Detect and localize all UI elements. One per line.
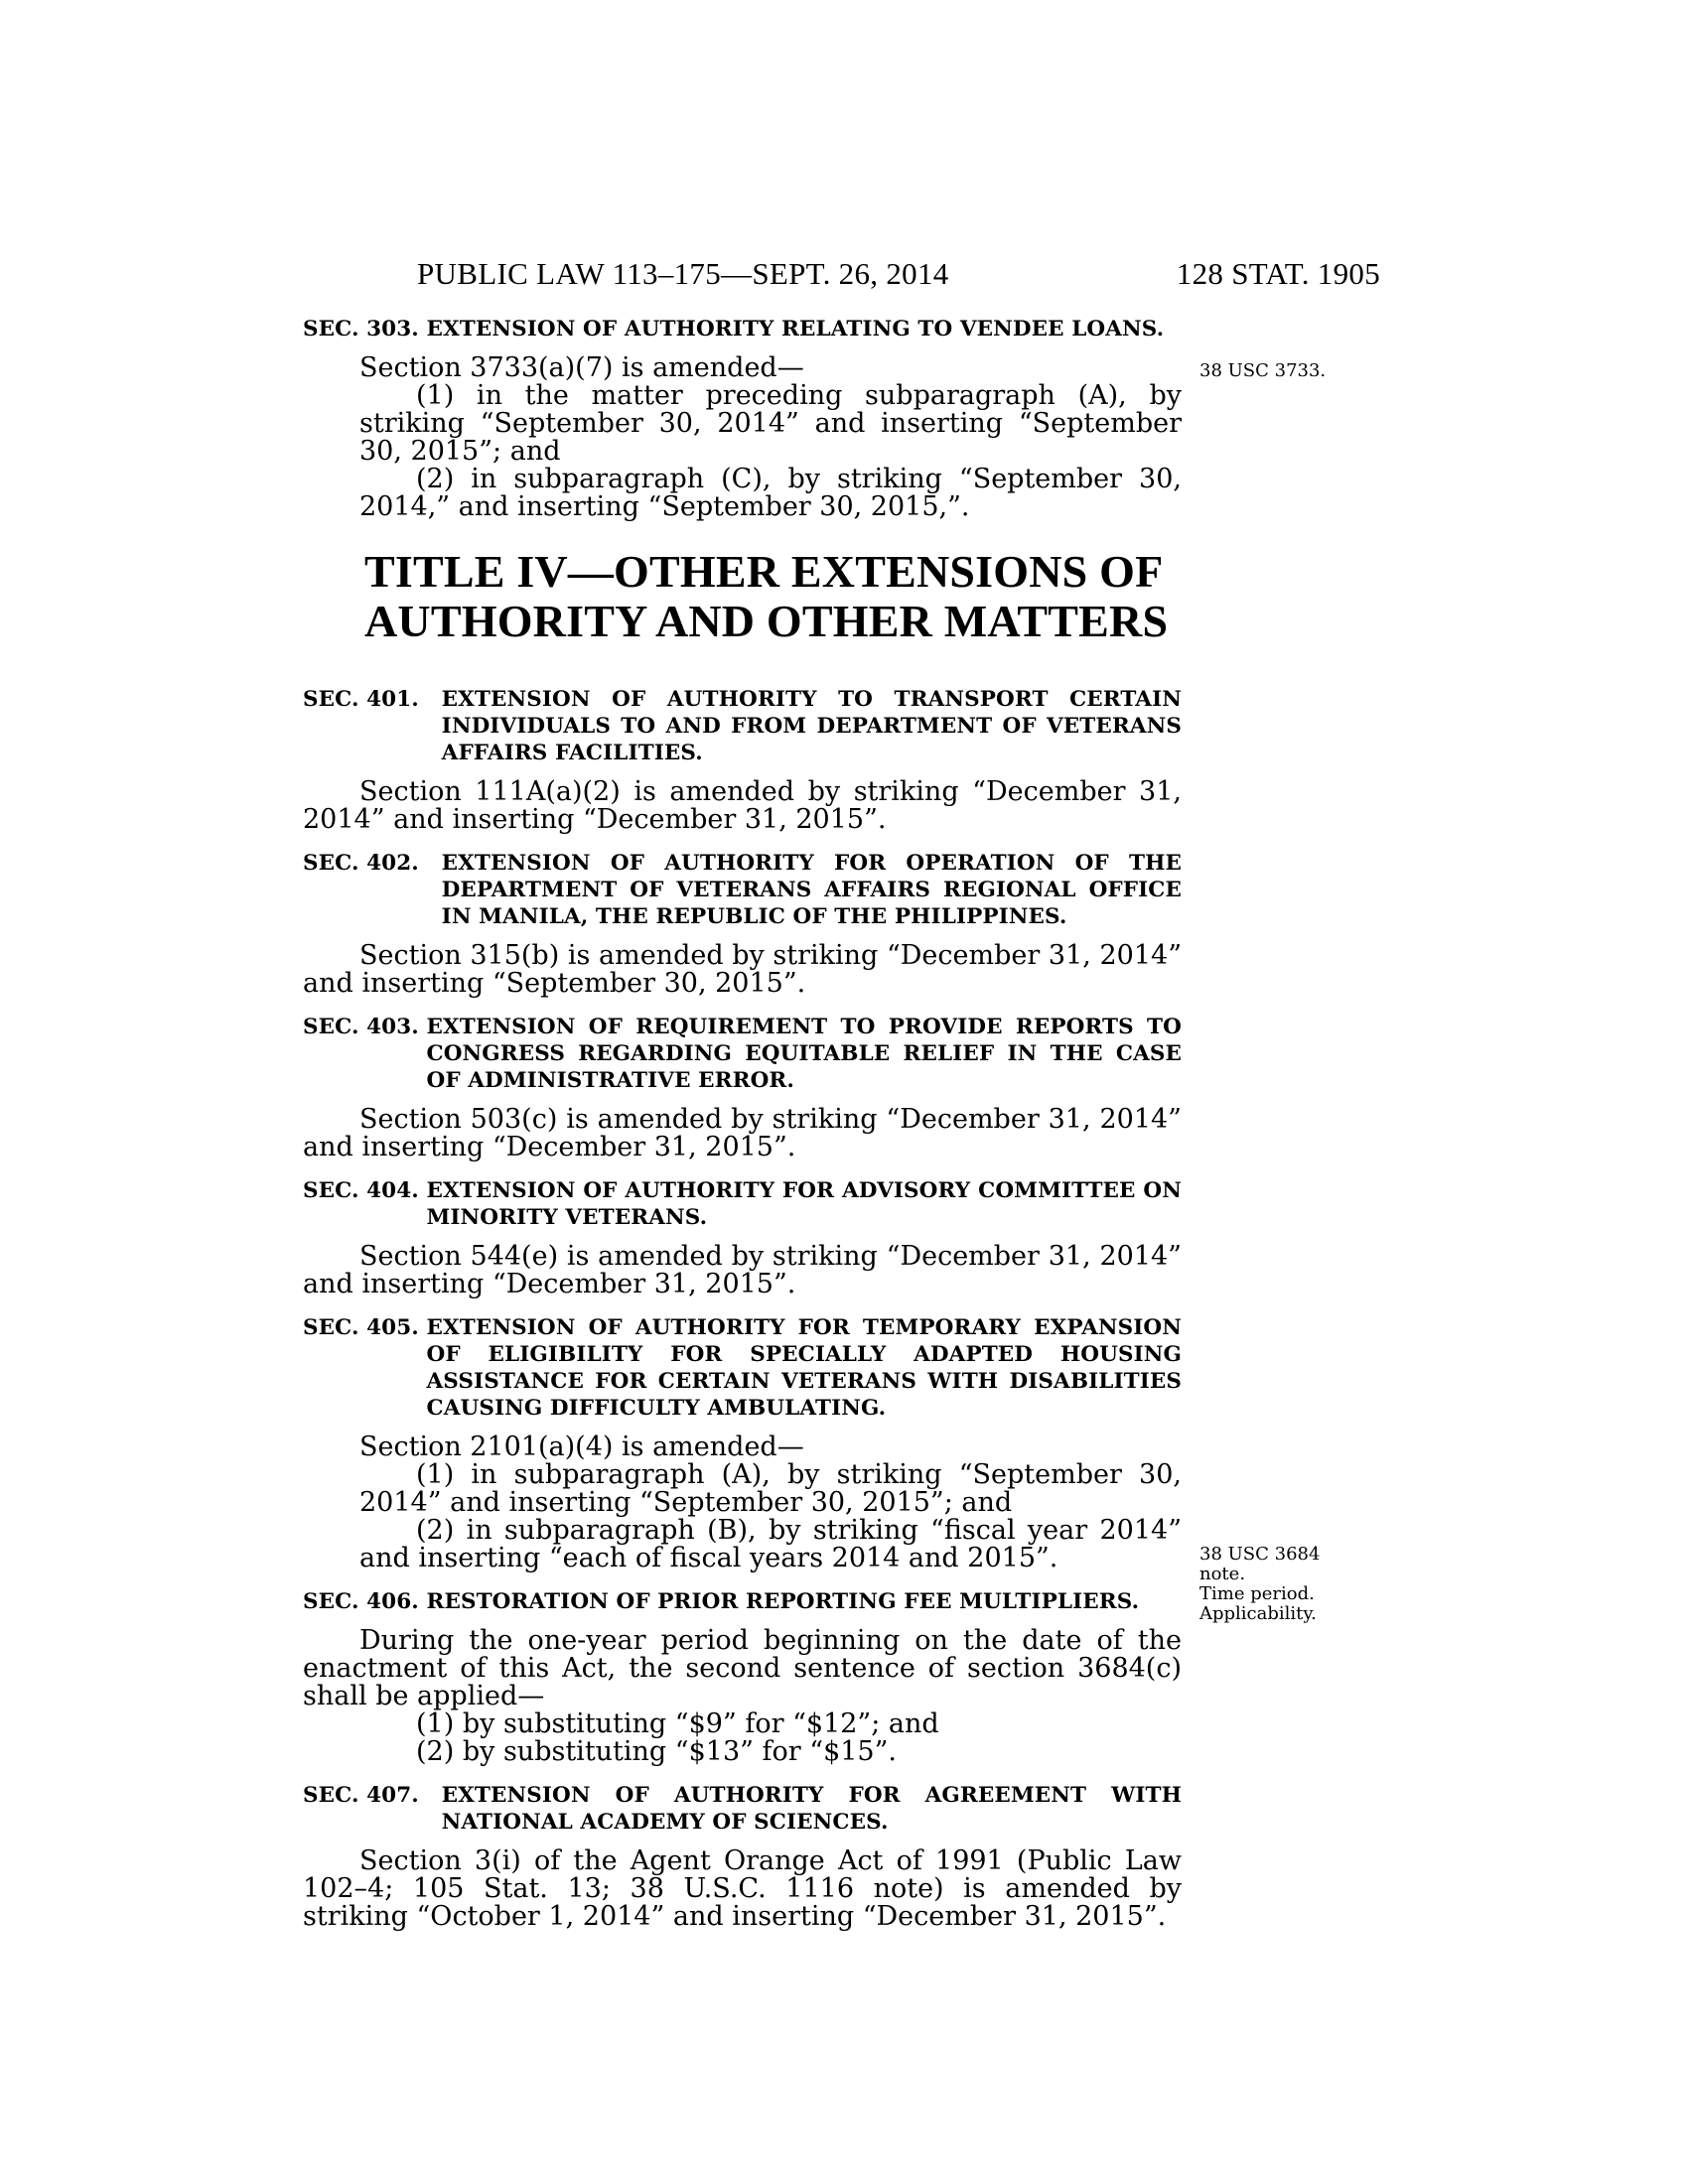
section-text: During the one-year period beginning on the date of the enactment of this Act, the second sentence of section 3684(c) shall be applied— <box>303 1625 1182 1711</box>
section-text: Section 503(c) is amended by striking “December 31, 2014” and inserting “December 31, 2015”. <box>303 1104 1182 1162</box>
section-text: Section 3(i) of the Agent Orange Act of 1991 (Public Law 102–4; 105 Stat. 13; 38 U.S.C. 1116 note) is amended by striking “October 1, 2014” and inserting “December 31, 2015”. <box>303 1845 1182 1932</box>
margin-note-sec303: 38 USC 3733. <box>1199 360 1327 381</box>
title-line-2: AUTHORITY AND OTHER MATTERS <box>364 596 1169 646</box>
section-title: RESTORATION OF PRIOR REPORTING FEE MULTIPLIERS. <box>426 1589 1140 1614</box>
section-heading-401 <box>303 686 1182 766</box>
section-title: EXTENSION OF AUTHORITY RELATING TO VENDEE LOANS. <box>426 317 1165 341</box>
section-heading-405 <box>303 1314 1182 1422</box>
section-text: Section 315(b) is amended by striking “December 31, 2014” and inserting “September 30, 2015”. <box>303 940 1182 999</box>
margin-note-sec406-applicability: Applicability. <box>1199 1603 1317 1624</box>
paragraph-text: (2) in subparagraph (B), by striking “fiscal year 2014” and inserting “each of fiscal years 2014 and 2015”. <box>359 1515 1182 1573</box>
margin-note-sec406-note: note. <box>1199 1564 1246 1584</box>
paragraph-1 <box>303 1461 1182 1517</box>
paragraph-text: (1) in the matter preceding subparagraph (A), by striking “September 30, 2014” and inserting “September 30, 2015”; and <box>359 380 1182 467</box>
section-heading-303 <box>303 316 1182 342</box>
document-body <box>303 316 1182 1931</box>
title-line-1: TITLE IV—OTHER EXTENSIONS OF <box>364 546 1164 597</box>
section-text: Section 111A(a)(2) is amended by striking “December 31, 2014” and inserting “December 31, 2015”. <box>303 776 1182 835</box>
paragraph-1 <box>303 382 1182 466</box>
section-text: Section 2101(a)(4) is amended— <box>359 1432 804 1462</box>
paragraph-text: (1) in subparagraph (A), by striking “September 30, 2014” and inserting “September 30, 2015”; and <box>359 1459 1182 1518</box>
section-heading-402 <box>303 850 1182 930</box>
section-number: SEC. 406. <box>303 1589 419 1614</box>
section-number: SEC. 405. <box>303 1315 419 1340</box>
section-heading-407 <box>303 1782 1182 1836</box>
running-header <box>417 256 1380 296</box>
section-title: EXTENSION OF AUTHORITY FOR AGREEMENT WITH NATIONAL ACADEMY OF SCIENCES. <box>441 1783 1182 1835</box>
section-heading-404 <box>303 1177 1182 1231</box>
section-number: SEC. 401. <box>303 687 419 712</box>
section-number: SEC. 404. <box>303 1178 419 1203</box>
paragraph-1: (1) by substituting “$9” for “$12”; and <box>416 1708 939 1739</box>
section-heading-406 <box>303 1588 1182 1615</box>
paragraph-2 <box>303 466 1182 521</box>
paragraph-2: (2) by substituting “$13” for “$15”. <box>416 1736 897 1767</box>
section-number: SEC. 402. <box>303 851 419 876</box>
section-number: SEC. 407. <box>303 1783 419 1808</box>
section-title: EXTENSION OF AUTHORITY FOR OPERATION OF THE DEPARTMENT OF VETERANS AFFAIRS REGIONAL OFFICE IN MANILA, THE REPUBLIC OF THE PHILIPPINES. <box>441 851 1182 929</box>
public-law-citation: PUBLIC LAW 113–175—SEPT. 26, 2014 <box>417 256 949 291</box>
section-title: EXTENSION OF AUTHORITY TO TRANSPORT CERTAIN INDIVIDUALS TO AND FROM DEPARTMENT OF VETERANS AFFAIRS FACILITIES. <box>441 687 1182 765</box>
section-title: EXTENSION OF REQUIREMENT TO PROVIDE REPORTS TO CONGRESS REGARDING EQUITABLE RELIEF IN THE CASE OF ADMINISTRATIVE ERROR. <box>426 1015 1182 1093</box>
section-text: Section 544(e) is amended by striking “December 31, 2014” and inserting “December 31, 2015”. <box>303 1241 1182 1299</box>
title-heading <box>364 547 1182 646</box>
section-number: SEC. 403. <box>303 1015 419 1039</box>
section-title: EXTENSION OF AUTHORITY FOR ADVISORY COMMITTEE ON MINORITY VETERANS. <box>426 1178 1182 1230</box>
section-text: Section 3733(a)(7) is amended— <box>359 352 804 383</box>
section-heading-403 <box>303 1014 1182 1094</box>
margin-note-sec406-time: Time period. <box>1199 1583 1315 1604</box>
paragraph-2 <box>303 1517 1182 1572</box>
section-number: SEC. 303. <box>303 317 419 341</box>
margin-note-sec406-usc: 38 USC 3684 <box>1199 1544 1321 1565</box>
paragraph-text: (2) in subparagraph (C), by striking “September 30, 2014,” and inserting “September 30, 2015,”. <box>359 464 1182 522</box>
section-title: EXTENSION OF AUTHORITY FOR TEMPORARY EXPANSION OF ELIGIBILITY FOR SPECIALLY ADAPTED HOUSING ASSISTANCE FOR CERTAIN VETERANS WITH DISABILITIES CAUSING DIFFICULTY AMBULATING. <box>426 1315 1182 1421</box>
statute-page-number: 128 STAT. 1905 <box>1176 256 1380 291</box>
